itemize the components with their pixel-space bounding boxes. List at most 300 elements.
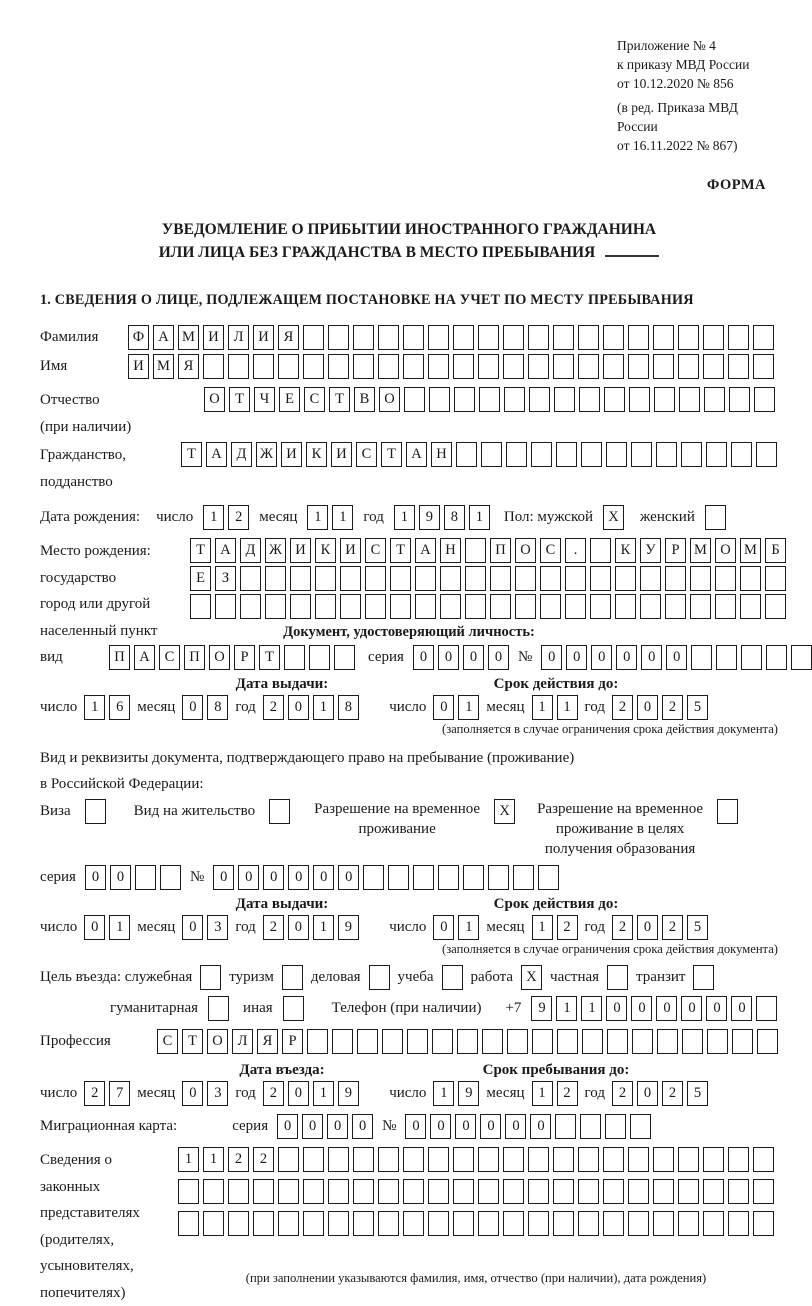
profession-cell[interactable]: О (207, 1029, 228, 1054)
citizenship-cell[interactable]: К (306, 442, 327, 467)
patronymic-cell[interactable]: Т (329, 387, 350, 412)
doc-issue-month-cell[interactable]: 0 (182, 695, 203, 720)
visa-checkbox-cell[interactable] (85, 799, 106, 824)
citizenship-cell[interactable] (731, 442, 752, 467)
birth-place-cell[interactable]: М (690, 538, 711, 563)
doc-issue-year-cell[interactable]: 8 (338, 695, 359, 720)
legal-reps-cell[interactable] (553, 1179, 574, 1204)
res-valid-day-cell[interactable]: 0 (433, 915, 454, 940)
doc-kind-cell[interactable]: Р (234, 645, 255, 670)
citizenship-cell[interactable]: С (356, 442, 377, 467)
citizenship-cell[interactable] (456, 442, 477, 467)
legal-reps-cell[interactable] (378, 1211, 399, 1236)
citizenship-cell[interactable] (581, 442, 602, 467)
birth-place-cell[interactable]: Р (665, 538, 686, 563)
res-number-cell[interactable]: 0 (338, 865, 359, 890)
citizenship-cell[interactable] (631, 442, 652, 467)
given-name-cell[interactable] (703, 354, 724, 379)
given-name-cell[interactable] (203, 354, 224, 379)
entry-month-cell[interactable]: 3 (207, 1081, 228, 1106)
phone-digit-cell[interactable]: 1 (556, 996, 577, 1021)
mig-number-cell[interactable]: 0 (505, 1114, 526, 1139)
entry-year-cell[interactable]: 1 (313, 1081, 334, 1106)
patronymic-cell[interactable] (404, 387, 425, 412)
doc-number-cell[interactable]: 0 (616, 645, 637, 670)
profession-cell[interactable]: Л (232, 1029, 253, 1054)
doc-kind-cell[interactable]: С (159, 645, 180, 670)
mig-number-cell[interactable]: 0 (430, 1114, 451, 1139)
legal-reps-cell[interactable] (303, 1147, 324, 1172)
birth-place-cell[interactable]: П (490, 538, 511, 563)
patronymic-cell[interactable] (604, 387, 625, 412)
legal-reps-cell[interactable] (203, 1179, 224, 1204)
purpose-other-checkbox-cell[interactable] (283, 996, 304, 1021)
given-name-cell[interactable] (603, 354, 624, 379)
legal-reps-cell[interactable] (653, 1147, 674, 1172)
citizenship-cell[interactable] (706, 442, 727, 467)
citizenship-cell[interactable] (681, 442, 702, 467)
surname-cell[interactable]: Ф (128, 325, 149, 350)
given-name-cell[interactable] (578, 354, 599, 379)
doc-series-cell[interactable]: 0 (463, 645, 484, 670)
birth-place-cell[interactable] (740, 566, 761, 591)
given-name-cell[interactable] (553, 354, 574, 379)
doc-series-cell[interactable]: 0 (488, 645, 509, 670)
mig-number-cell[interactable] (555, 1114, 576, 1139)
patronymic-cell[interactable] (529, 387, 550, 412)
legal-reps-cell[interactable] (603, 1179, 624, 1204)
doc-issue-day-cell[interactable]: 1 (84, 695, 105, 720)
surname-cell[interactable]: Я (278, 325, 299, 350)
legal-reps-cell[interactable] (428, 1211, 449, 1236)
legal-reps-cell[interactable] (328, 1179, 349, 1204)
res-issue-year-cell[interactable]: 0 (288, 915, 309, 940)
legal-reps-cell[interactable] (403, 1211, 424, 1236)
given-name-cell[interactable] (328, 354, 349, 379)
rvp-edu-checkbox-cell[interactable] (717, 799, 738, 824)
profession-cell[interactable] (382, 1029, 403, 1054)
birth-place-cell[interactable]: А (215, 538, 236, 563)
doc-valid-year-cell[interactable]: 5 (687, 695, 708, 720)
legal-reps-cell[interactable] (728, 1179, 749, 1204)
legal-reps-cell[interactable] (253, 1179, 274, 1204)
surname-cell[interactable] (353, 325, 374, 350)
purpose-work-checkbox-cell[interactable]: X (521, 965, 542, 990)
doc-number-cell[interactable]: 0 (641, 645, 662, 670)
patronymic-cell[interactable] (579, 387, 600, 412)
legal-reps-cell[interactable] (353, 1147, 374, 1172)
birth-place-cell[interactable] (340, 594, 361, 619)
purpose-business-checkbox-cell[interactable] (369, 965, 390, 990)
birth-place-cell[interactable] (440, 594, 461, 619)
surname-cell[interactable]: А (153, 325, 174, 350)
legal-reps-cell[interactable] (503, 1211, 524, 1236)
birth-place-cell[interactable]: А (415, 538, 436, 563)
legal-reps-cell[interactable]: 2 (228, 1147, 249, 1172)
birth-place-cell[interactable] (265, 594, 286, 619)
birth-place-cell[interactable] (765, 594, 786, 619)
profession-cell[interactable] (307, 1029, 328, 1054)
legal-reps-cell[interactable] (328, 1147, 349, 1172)
patronymic-cell[interactable]: С (304, 387, 325, 412)
legal-reps-cell[interactable] (753, 1211, 774, 1236)
legal-reps-cell[interactable] (428, 1147, 449, 1172)
birth-place-cell[interactable] (565, 594, 586, 619)
res-valid-year-cell[interactable]: 2 (662, 915, 683, 940)
birth-place-cell[interactable]: Н (440, 538, 461, 563)
birth-place-cell[interactable]: К (315, 538, 336, 563)
birth-month-cell[interactable]: 1 (307, 505, 328, 530)
res-series-cell[interactable] (160, 865, 181, 890)
mig-series-cell[interactable]: 0 (277, 1114, 298, 1139)
legal-reps-cell[interactable] (478, 1179, 499, 1204)
purpose-study-checkbox-cell[interactable] (442, 965, 463, 990)
doc-valid-month-cell[interactable]: 1 (532, 695, 553, 720)
purpose-humanitarian-checkbox-cell[interactable] (208, 996, 229, 1021)
surname-cell[interactable] (453, 325, 474, 350)
profession-cell[interactable] (557, 1029, 578, 1054)
birth-place-cell[interactable] (440, 566, 461, 591)
surname-cell[interactable] (528, 325, 549, 350)
patronymic-cell[interactable] (629, 387, 650, 412)
birth-place-cell[interactable] (740, 594, 761, 619)
res-valid-year-cell[interactable]: 2 (612, 915, 633, 940)
birth-place-cell[interactable] (290, 566, 311, 591)
legal-reps-cell[interactable] (678, 1179, 699, 1204)
stay-year-cell[interactable]: 2 (612, 1081, 633, 1106)
birth-place-cell[interactable] (465, 566, 486, 591)
profession-cell[interactable] (332, 1029, 353, 1054)
legal-reps-cell[interactable] (603, 1211, 624, 1236)
birth-place-cell[interactable] (315, 566, 336, 591)
given-name-cell[interactable] (503, 354, 524, 379)
entry-year-cell[interactable]: 2 (263, 1081, 284, 1106)
stay-day-cell[interactable]: 1 (433, 1081, 454, 1106)
doc-kind-cell[interactable]: Т (259, 645, 280, 670)
patronymic-cell[interactable] (504, 387, 525, 412)
entry-day-cell[interactable]: 7 (109, 1081, 130, 1106)
patronymic-cell[interactable] (454, 387, 475, 412)
surname-cell[interactable] (328, 325, 349, 350)
given-name-cell[interactable] (278, 354, 299, 379)
birth-place-cell[interactable] (190, 594, 211, 619)
res-number-cell[interactable]: 0 (263, 865, 284, 890)
doc-valid-month-cell[interactable]: 1 (557, 695, 578, 720)
doc-kind-cell[interactable]: П (109, 645, 130, 670)
doc-kind-cell[interactable] (284, 645, 305, 670)
mig-number-cell[interactable]: 0 (480, 1114, 501, 1139)
doc-issue-year-cell[interactable]: 0 (288, 695, 309, 720)
mig-number-cell[interactable] (605, 1114, 626, 1139)
legal-reps-cell[interactable] (403, 1147, 424, 1172)
mig-series-cell[interactable]: 0 (352, 1114, 373, 1139)
given-name-cell[interactable] (453, 354, 474, 379)
citizenship-cell[interactable]: И (281, 442, 302, 467)
birth-place-cell[interactable] (240, 594, 261, 619)
citizenship-cell[interactable]: Д (231, 442, 252, 467)
birth-place-cell[interactable]: Ж (265, 538, 286, 563)
res-number-cell[interactable]: 0 (238, 865, 259, 890)
res-series-cell[interactable] (135, 865, 156, 890)
surname-cell[interactable] (303, 325, 324, 350)
given-name-cell[interactable] (378, 354, 399, 379)
patronymic-cell[interactable]: Ч (254, 387, 275, 412)
legal-reps-cell[interactable] (428, 1179, 449, 1204)
legal-reps-cell[interactable] (453, 1211, 474, 1236)
given-name-cell[interactable] (653, 354, 674, 379)
purpose-private-checkbox-cell[interactable] (607, 965, 628, 990)
birth-place-cell[interactable] (515, 566, 536, 591)
birth-place-cell[interactable] (565, 566, 586, 591)
legal-reps-cell[interactable] (678, 1147, 699, 1172)
phone-digit-cell[interactable] (756, 996, 777, 1021)
patronymic-cell[interactable] (754, 387, 775, 412)
res-number-cell[interactable]: 0 (213, 865, 234, 890)
profession-cell[interactable] (607, 1029, 628, 1054)
patronymic-cell[interactable]: О (379, 387, 400, 412)
phone-digit-cell[interactable]: 9 (531, 996, 552, 1021)
res-number-cell[interactable] (513, 865, 534, 890)
surname-cell[interactable] (553, 325, 574, 350)
profession-cell[interactable]: Т (182, 1029, 203, 1054)
birth-month-cell[interactable]: 1 (332, 505, 353, 530)
doc-number-cell[interactable] (691, 645, 712, 670)
birth-year-cell[interactable]: 9 (419, 505, 440, 530)
legal-reps-cell[interactable] (378, 1179, 399, 1204)
legal-reps-cell[interactable] (303, 1179, 324, 1204)
purpose-official-checkbox-cell[interactable] (200, 965, 221, 990)
doc-kind-cell[interactable]: П (184, 645, 205, 670)
profession-cell[interactable]: Р (282, 1029, 303, 1054)
patronymic-cell[interactable] (729, 387, 750, 412)
birth-place-cell[interactable] (690, 594, 711, 619)
birth-place-cell[interactable] (390, 566, 411, 591)
legal-reps-cell[interactable]: 1 (178, 1147, 199, 1172)
birth-year-cell[interactable]: 1 (469, 505, 490, 530)
birth-place-cell[interactable] (615, 566, 636, 591)
doc-number-cell[interactable]: 0 (591, 645, 612, 670)
legal-reps-cell[interactable] (703, 1211, 724, 1236)
res-issue-day-cell[interactable]: 0 (84, 915, 105, 940)
legal-reps-cell[interactable] (528, 1179, 549, 1204)
res-issue-year-cell[interactable]: 9 (338, 915, 359, 940)
legal-reps-cell[interactable] (603, 1147, 624, 1172)
citizenship-cell[interactable]: Н (431, 442, 452, 467)
doc-issue-year-cell[interactable]: 2 (263, 695, 284, 720)
res-series-cell[interactable]: 0 (110, 865, 131, 890)
profession-cell[interactable] (432, 1029, 453, 1054)
profession-cell[interactable] (532, 1029, 553, 1054)
doc-number-cell[interactable] (716, 645, 737, 670)
given-name-cell[interactable] (428, 354, 449, 379)
surname-cell[interactable]: И (203, 325, 224, 350)
birth-place-cell[interactable] (290, 594, 311, 619)
legal-reps-cell[interactable] (478, 1147, 499, 1172)
birth-place-cell[interactable]: . (565, 538, 586, 563)
birth-place-cell[interactable] (315, 594, 336, 619)
citizenship-cell[interactable]: И (331, 442, 352, 467)
doc-series-cell[interactable]: 0 (438, 645, 459, 670)
surname-cell[interactable] (403, 325, 424, 350)
sex-male-checkbox-cell[interactable]: X (603, 505, 624, 530)
citizenship-cell[interactable]: Ж (256, 442, 277, 467)
doc-kind-cell[interactable]: А (134, 645, 155, 670)
stay-year-cell[interactable]: 5 (687, 1081, 708, 1106)
patronymic-cell[interactable] (654, 387, 675, 412)
legal-reps-cell[interactable] (378, 1147, 399, 1172)
doc-number-cell[interactable] (766, 645, 787, 670)
birth-year-cell[interactable]: 1 (394, 505, 415, 530)
res-issue-day-cell[interactable]: 1 (109, 915, 130, 940)
res-number-cell[interactable] (488, 865, 509, 890)
res-issue-month-cell[interactable]: 0 (182, 915, 203, 940)
doc-number-cell[interactable]: 0 (666, 645, 687, 670)
legal-reps-cell[interactable] (278, 1211, 299, 1236)
mig-series-cell[interactable]: 0 (327, 1114, 348, 1139)
profession-cell[interactable] (507, 1029, 528, 1054)
birth-place-cell[interactable] (490, 566, 511, 591)
citizenship-cell[interactable]: А (406, 442, 427, 467)
patronymic-cell[interactable] (704, 387, 725, 412)
citizenship-cell[interactable]: А (206, 442, 227, 467)
phone-digit-cell[interactable]: 0 (731, 996, 752, 1021)
stay-month-cell[interactable]: 1 (532, 1081, 553, 1106)
res-number-cell[interactable] (363, 865, 384, 890)
purpose-transit-checkbox-cell[interactable] (693, 965, 714, 990)
birth-place-cell[interactable] (615, 594, 636, 619)
surname-cell[interactable] (428, 325, 449, 350)
legal-reps-cell[interactable] (528, 1147, 549, 1172)
doc-kind-cell[interactable] (334, 645, 355, 670)
legal-reps-cell[interactable] (628, 1179, 649, 1204)
birth-place-cell[interactable]: У (640, 538, 661, 563)
doc-kind-cell[interactable]: О (209, 645, 230, 670)
stay-month-cell[interactable]: 2 (557, 1081, 578, 1106)
birth-place-cell[interactable]: Т (190, 538, 211, 563)
profession-cell[interactable] (407, 1029, 428, 1054)
profession-cell[interactable]: Я (257, 1029, 278, 1054)
legal-reps-cell[interactable] (578, 1147, 599, 1172)
rvp-checkbox-cell[interactable]: X (494, 799, 515, 824)
doc-number-cell[interactable]: 0 (541, 645, 562, 670)
patronymic-cell[interactable] (554, 387, 575, 412)
given-name-cell[interactable] (753, 354, 774, 379)
doc-valid-year-cell[interactable]: 0 (637, 695, 658, 720)
birth-place-cell[interactable] (765, 566, 786, 591)
legal-reps-cell[interactable] (503, 1179, 524, 1204)
surname-cell[interactable] (378, 325, 399, 350)
mig-number-cell[interactable] (580, 1114, 601, 1139)
mig-number-cell[interactable]: 0 (405, 1114, 426, 1139)
phone-digit-cell[interactable]: 0 (631, 996, 652, 1021)
legal-reps-cell[interactable] (228, 1211, 249, 1236)
phone-digit-cell[interactable]: 0 (656, 996, 677, 1021)
legal-reps-cell[interactable] (503, 1147, 524, 1172)
birth-place-cell[interactable]: И (340, 538, 361, 563)
legal-reps-cell[interactable] (528, 1211, 549, 1236)
birth-place-cell[interactable]: Б (765, 538, 786, 563)
patronymic-cell[interactable] (429, 387, 450, 412)
doc-valid-day-cell[interactable]: 1 (458, 695, 479, 720)
res-number-cell[interactable] (413, 865, 434, 890)
birth-place-cell[interactable]: З (215, 566, 236, 591)
legal-reps-cell[interactable]: 1 (203, 1147, 224, 1172)
entry-year-cell[interactable]: 0 (288, 1081, 309, 1106)
birth-place-cell[interactable] (465, 594, 486, 619)
birth-place-cell[interactable] (590, 538, 611, 563)
birth-place-cell[interactable]: Е (190, 566, 211, 591)
legal-reps-cell[interactable] (353, 1179, 374, 1204)
birth-day-cell[interactable]: 2 (228, 505, 249, 530)
legal-reps-cell[interactable] (578, 1211, 599, 1236)
legal-reps-cell[interactable] (678, 1211, 699, 1236)
profession-cell[interactable] (482, 1029, 503, 1054)
legal-reps-cell[interactable] (553, 1211, 574, 1236)
birth-place-cell[interactable] (715, 566, 736, 591)
surname-cell[interactable]: И (253, 325, 274, 350)
patronymic-cell[interactable]: Е (279, 387, 300, 412)
given-name-cell[interactable] (678, 354, 699, 379)
legal-reps-cell[interactable] (278, 1147, 299, 1172)
birth-place-cell[interactable] (515, 594, 536, 619)
legal-reps-cell[interactable] (203, 1211, 224, 1236)
sex-female-checkbox-cell[interactable] (705, 505, 726, 530)
doc-issue-year-cell[interactable]: 1 (313, 695, 334, 720)
given-name-cell[interactable]: И (128, 354, 149, 379)
doc-valid-year-cell[interactable]: 2 (612, 695, 633, 720)
profession-cell[interactable] (732, 1029, 753, 1054)
res-number-cell[interactable]: 0 (288, 865, 309, 890)
birth-place-cell[interactable] (590, 566, 611, 591)
legal-reps-cell[interactable] (403, 1179, 424, 1204)
birth-place-cell[interactable]: О (515, 538, 536, 563)
birth-place-cell[interactable] (715, 594, 736, 619)
doc-issue-month-cell[interactable]: 8 (207, 695, 228, 720)
profession-cell[interactable] (582, 1029, 603, 1054)
legal-reps-cell[interactable] (703, 1179, 724, 1204)
doc-number-cell[interactable] (741, 645, 762, 670)
given-name-cell[interactable] (478, 354, 499, 379)
legal-reps-cell[interactable] (578, 1179, 599, 1204)
legal-reps-cell[interactable] (178, 1179, 199, 1204)
patronymic-cell[interactable] (479, 387, 500, 412)
citizenship-cell[interactable] (656, 442, 677, 467)
phone-digit-cell[interactable]: 0 (606, 996, 627, 1021)
res-issue-month-cell[interactable]: 3 (207, 915, 228, 940)
surname-cell[interactable] (603, 325, 624, 350)
birth-place-cell[interactable]: Д (240, 538, 261, 563)
given-name-cell[interactable] (353, 354, 374, 379)
legal-reps-cell[interactable] (353, 1211, 374, 1236)
birth-place-cell[interactable] (540, 594, 561, 619)
surname-cell[interactable] (628, 325, 649, 350)
phone-digit-cell[interactable]: 0 (706, 996, 727, 1021)
surname-cell[interactable] (678, 325, 699, 350)
res-valid-year-cell[interactable]: 5 (687, 915, 708, 940)
birth-place-cell[interactable] (415, 594, 436, 619)
citizenship-cell[interactable]: Т (181, 442, 202, 467)
doc-kind-cell[interactable] (309, 645, 330, 670)
legal-reps-cell[interactable] (628, 1211, 649, 1236)
birth-place-cell[interactable] (690, 566, 711, 591)
citizenship-cell[interactable] (556, 442, 577, 467)
res-number-cell[interactable] (388, 865, 409, 890)
profession-cell[interactable] (657, 1029, 678, 1054)
given-name-cell[interactable] (728, 354, 749, 379)
legal-reps-cell[interactable] (628, 1147, 649, 1172)
birth-place-cell[interactable] (590, 594, 611, 619)
res-number-cell[interactable] (463, 865, 484, 890)
